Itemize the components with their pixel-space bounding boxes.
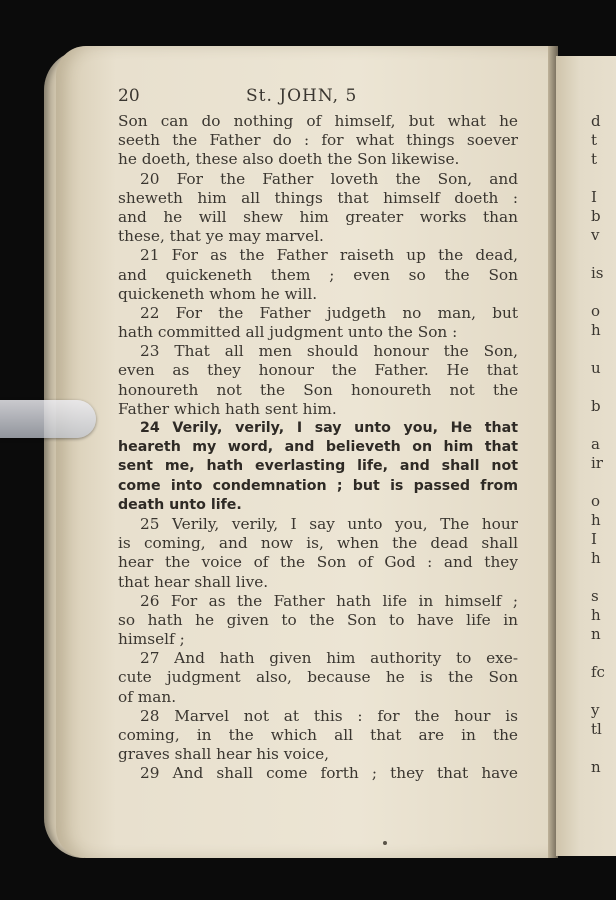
text-line: cute judgment also, because he is the Son xyxy=(118,668,518,687)
facing-page-fragment: t xyxy=(591,150,598,168)
facing-page-fragment xyxy=(591,739,605,758)
text-line: death unto life. xyxy=(118,496,242,513)
facing-page-fragment: h xyxy=(591,606,601,624)
text-line: these, that ye may marvel. xyxy=(118,227,324,246)
text-line: 22 For the Father judgeth no man, but xyxy=(140,303,518,322)
text-line: 20 For the Father loveth the Son, and xyxy=(140,169,518,188)
facing-page-fragment: t xyxy=(591,131,598,149)
facing-page xyxy=(556,56,616,856)
page-mark xyxy=(383,841,387,845)
facing-page-fragment: n xyxy=(591,758,601,776)
facing-page-fragment xyxy=(591,473,605,492)
text-line: that hear shall live. xyxy=(118,572,269,591)
facing-page-text xyxy=(591,112,605,777)
facing-page-fragment: b xyxy=(591,207,601,225)
text-line: sent me, hath everlasting life, and shall not xyxy=(118,458,518,475)
text-line: 24 Verily, verily, I say unto you, He that xyxy=(140,420,518,436)
facing-page-fragment: h xyxy=(591,321,601,339)
facing-page-fragment: s xyxy=(591,587,599,605)
text-line: 26 For as the Father hath life in himself ; xyxy=(140,591,518,610)
facing-page-fragment: a xyxy=(591,435,600,453)
facing-page-fragment: h xyxy=(591,549,601,567)
facing-page-fragment xyxy=(591,416,605,435)
page-number: 20 xyxy=(118,86,140,106)
facing-page-fragment: b xyxy=(591,397,601,415)
facing-page-fragment: ir xyxy=(591,454,603,472)
facing-page-fragment xyxy=(591,340,605,359)
facing-page-fragment xyxy=(591,644,605,663)
text-line: Son can do nothing of himself, but what he xyxy=(118,112,518,130)
text-line: seeth the Father do : for what things soever xyxy=(118,131,518,150)
facing-page-fragment: I xyxy=(591,530,597,548)
facing-page-fragment: o xyxy=(591,492,601,510)
text-line: is coming, and now is, when the dead shall xyxy=(118,534,518,553)
running-head: St. JOHN, 5 xyxy=(246,86,358,106)
facing-page-fragment: tl xyxy=(591,720,602,738)
scripture-text xyxy=(118,112,518,784)
facing-page-fragment: y xyxy=(591,701,600,719)
text-line: 25 Verily, verily, I say unto you, The hour xyxy=(140,514,518,533)
text-line: he doeth, these also doeth the Son likewise. xyxy=(118,150,460,169)
facing-page-fragment xyxy=(591,682,605,701)
facing-page-fragment: o xyxy=(591,302,601,320)
text-line: so hath he given to the Son to have life in xyxy=(118,610,518,629)
facing-page-fragment: u xyxy=(591,359,601,377)
facing-page-fragment xyxy=(591,568,605,587)
text-line: heareth my word, and believeth on him that xyxy=(118,439,518,456)
facing-page-fragment: fc xyxy=(591,663,605,681)
text-line: come into condemnation ; but is passed from xyxy=(118,477,518,494)
facing-page-fragment xyxy=(591,283,605,302)
text-line: himself ; xyxy=(118,630,185,649)
text-line: honoureth not the Son honoureth not the xyxy=(118,380,518,399)
text-line: 21 For as the Father raiseth up the dead, xyxy=(140,246,518,265)
text-line: 23 That all men should honour the Son, xyxy=(140,342,518,361)
text-line: graves shall hear his voice, xyxy=(118,745,329,764)
facing-page-fragment xyxy=(591,245,605,264)
text-line: and quickeneth them ; even so the Son xyxy=(118,265,518,284)
text-line: coming, in the which all that are in the xyxy=(118,726,518,744)
text-line: hear the voice of the Son of God : and they xyxy=(118,553,518,572)
facing-page-fragment: v xyxy=(591,226,600,244)
facing-page-fragment: I xyxy=(591,188,597,206)
text-line: 29 And shall come forth ; they that have xyxy=(140,764,518,783)
facing-page-fragment xyxy=(591,378,605,397)
facing-page-fragment: n xyxy=(591,625,601,643)
text-line: even as they honour the Father. He that xyxy=(118,361,518,380)
text-line: 27 And hath given him authority to exe- xyxy=(140,649,518,668)
facing-page-fragment: d xyxy=(591,112,601,130)
text-line: and he will shew him greater works than xyxy=(118,207,518,226)
text-line: sheweth him all things that himself doeth : xyxy=(118,188,518,207)
text-line: of man. xyxy=(118,687,177,706)
facing-page-fragment xyxy=(591,169,605,188)
text-line: quickeneth whom he will. xyxy=(118,284,318,303)
text-line: hath committed all judgment unto the Son : xyxy=(118,323,458,342)
facing-page-fragment: h xyxy=(591,511,601,529)
page-header xyxy=(118,84,518,110)
text-line: Father which hath sent him. xyxy=(118,399,337,418)
facing-page-fragment: is xyxy=(591,264,604,282)
plastic-bookmark xyxy=(0,400,96,438)
text-line: 28 Marvel not at this : for the hour is xyxy=(140,706,518,725)
